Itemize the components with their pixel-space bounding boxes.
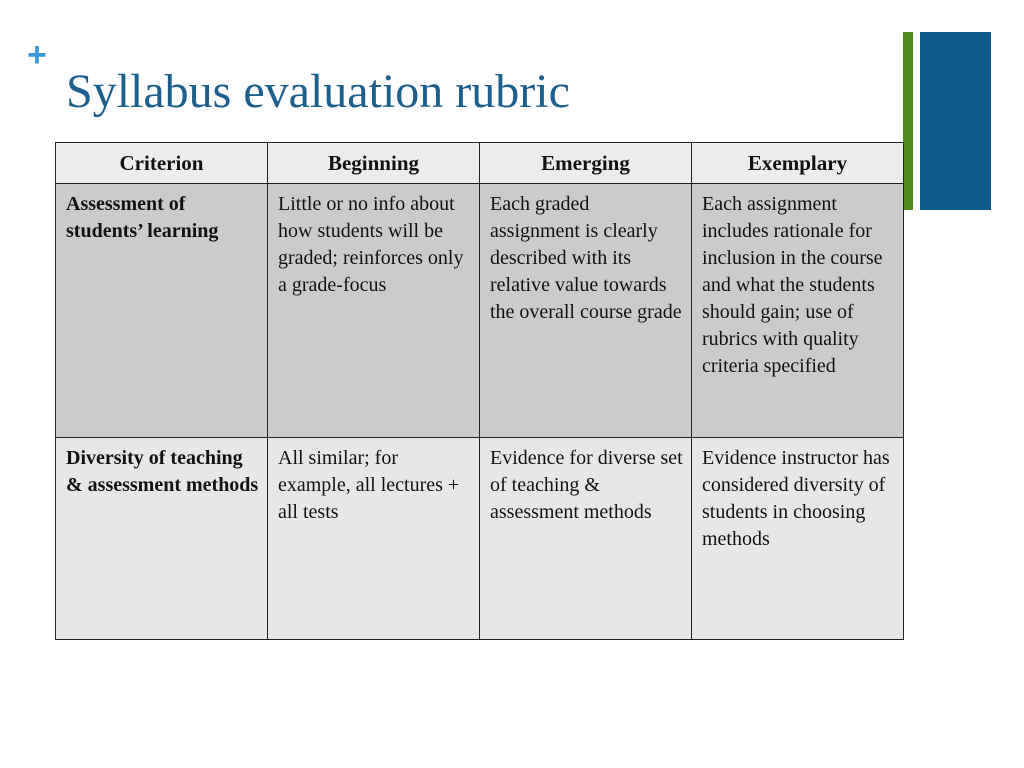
exemplary-cell: Evidence instructor has considered diversity of students in choosing methods bbox=[692, 438, 904, 640]
criterion-cell: Assessment of students’ learning bbox=[56, 184, 268, 438]
exemplary-cell: Each assignment includes rationale for inclusion in the course and what the students should gain; use of rubrics with quality criteria specified bbox=[692, 184, 904, 438]
rubric-table bbox=[55, 142, 904, 640]
beginning-cell: All similar; for example, all lectures + all tests bbox=[268, 438, 480, 640]
header-exemplary: Exemplary bbox=[692, 143, 904, 184]
header-beginning: Beginning bbox=[268, 143, 480, 184]
beginning-cell: Little or no info about how students will be graded; reinforces only a grade-focus bbox=[268, 184, 480, 438]
table-row bbox=[56, 184, 904, 438]
table-row bbox=[56, 438, 904, 640]
accent-bar-green bbox=[903, 32, 913, 210]
emerging-cell: Each graded assignment is clearly described with its relative value towards the overall course grade bbox=[480, 184, 692, 438]
slide-title: Syllabus evaluation rubric bbox=[66, 65, 570, 118]
header-emerging: Emerging bbox=[480, 143, 692, 184]
header-criterion: Criterion bbox=[56, 143, 268, 184]
table-header-row bbox=[56, 143, 904, 184]
accent-bar-blue bbox=[920, 32, 991, 210]
plus-icon: + bbox=[27, 36, 47, 74]
emerging-cell: Evidence for diverse set of teaching & assessment methods bbox=[480, 438, 692, 640]
criterion-cell: Diversity of teaching & assessment methods bbox=[56, 438, 268, 640]
